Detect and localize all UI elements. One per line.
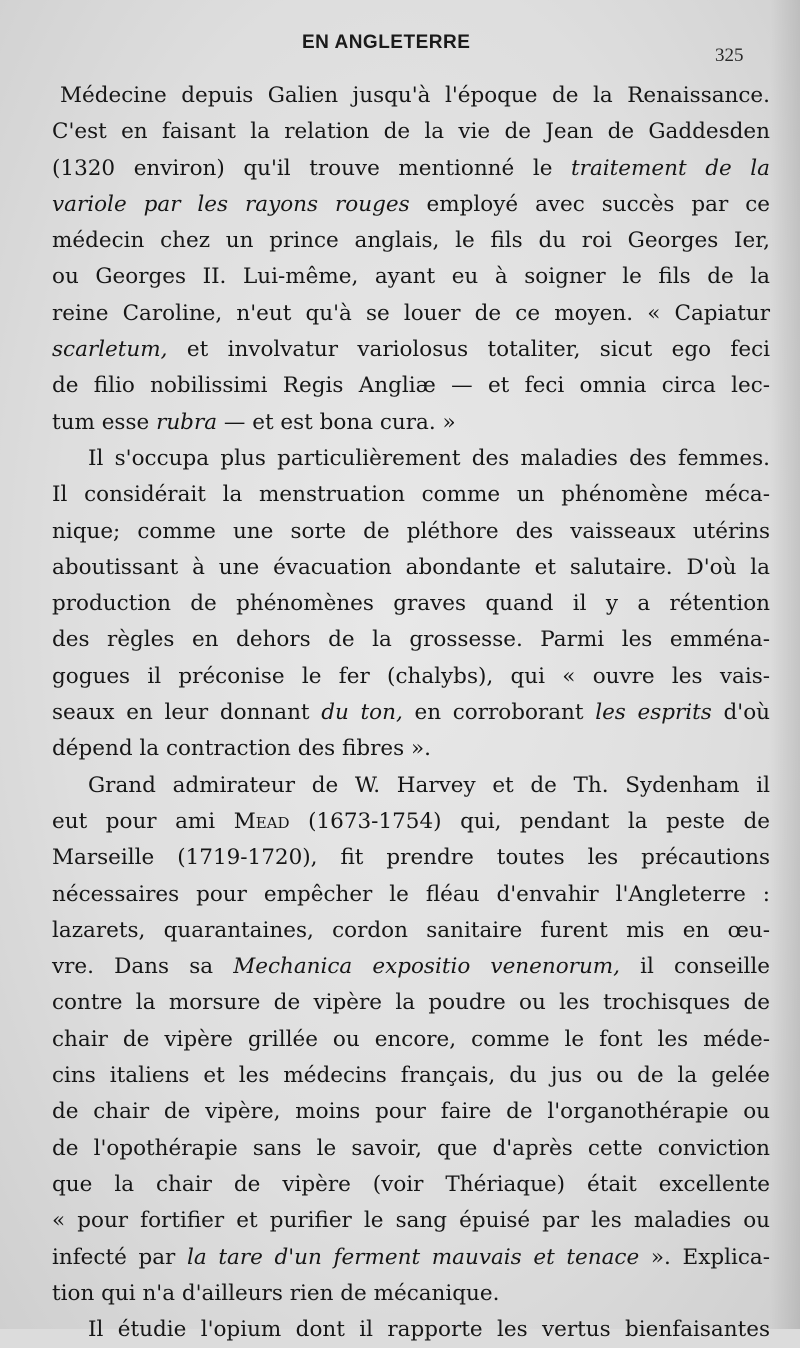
text-line xyxy=(52,1276,770,1312)
text-span: employé avec succès par ce xyxy=(409,191,770,217)
italic-span: les esprits xyxy=(595,700,712,726)
text-line xyxy=(52,78,770,114)
text-line xyxy=(52,1058,770,1094)
text-span: lazarets, quarantaines, cordon sanitaire furent mis en œu- xyxy=(52,917,770,943)
text-span: nique; comme une sorte de pléthore des vaisseaux utérins xyxy=(52,518,770,544)
italic-span: scarletum, xyxy=(52,337,168,363)
text-line xyxy=(52,840,770,876)
text-line xyxy=(52,368,770,404)
text-span: seaux en leur donnant xyxy=(52,700,322,726)
text-line xyxy=(52,1203,770,1239)
text-line xyxy=(52,586,770,622)
text-span: C'est en faisant la relation de la vie de Jean de Gaddesden xyxy=(52,119,770,145)
text-span: chair de vipère grillée ou encore, comme le font les méde- xyxy=(52,1026,770,1052)
running-head: EN ANGLETERRE xyxy=(302,32,471,53)
italic-span: Mechanica expositio venenorum, xyxy=(233,954,621,980)
text-line xyxy=(52,731,770,767)
text-line xyxy=(52,1131,770,1167)
text-span: médecin chez un prince anglais, le fils du roi Georges Ier, xyxy=(52,228,770,254)
text-span: « pour fortifier et purifier le sang épuisé par les maladies ou xyxy=(52,1208,770,1234)
text-line xyxy=(52,695,770,731)
text-span: production de phénomènes graves quand il y a rétention xyxy=(52,591,770,617)
text-line xyxy=(52,659,770,695)
text-line xyxy=(52,332,770,368)
text-span: de l'opothérapie sans le savoir, que d'après cette conviction xyxy=(52,1135,770,1161)
body-text xyxy=(52,78,770,1348)
text-span: ». Explica- xyxy=(639,1244,770,1270)
text-line xyxy=(52,477,770,513)
text-line xyxy=(52,259,770,295)
italic-span: traitement de la xyxy=(571,155,770,181)
text-span: aboutissant à une évacuation abondante et salutaire. D'où la xyxy=(52,554,770,580)
text-span: contre la morsure de vipère la poudre ou les trochisques de xyxy=(52,990,770,1016)
text-line xyxy=(52,1312,770,1348)
text-span: (1673-1754) qui, pendant la peste de xyxy=(289,808,770,834)
text-span: Il considérait la menstruation comme un phénomène méca- xyxy=(52,482,770,508)
text-line xyxy=(52,187,770,223)
text-span: des règles en dehors de la grossesse. Parmi les emména- xyxy=(52,627,770,653)
text-line xyxy=(52,441,770,477)
text-span: Médecine depuis Galien jusqu'à l'époque de la Renaissance. xyxy=(60,83,770,108)
text-line xyxy=(52,985,770,1021)
text-span: il conseille xyxy=(620,954,770,980)
text-span: que la chair de vipère (voir Thériaque) était excellente xyxy=(52,1171,770,1197)
text-span: — et est bona cura. » xyxy=(217,409,456,435)
text-span: cins italiens et les médecins français, du jus ou de la gelée xyxy=(52,1063,770,1089)
text-span: reine Caroline, n'eut qu'à se louer de ce moyen. « Capiatur xyxy=(52,300,770,326)
text-span: dépend la contraction des fibres ». xyxy=(52,736,432,762)
text-line xyxy=(52,550,770,586)
text-line xyxy=(52,114,770,150)
text-line xyxy=(52,913,770,949)
text-span: Grand admirateur de W. Harvey et de Th. Sydenham il xyxy=(88,772,770,798)
text-line xyxy=(52,1240,770,1276)
italic-span: du ton, xyxy=(321,700,403,726)
text-span: (1320 environ) qu'il trouve mentionné le xyxy=(52,155,572,181)
text-span: d'où xyxy=(711,700,770,726)
text-span: tion qui n'a d'ailleurs rien de mécanique. xyxy=(52,1280,500,1306)
text-line xyxy=(52,768,770,804)
text-span: de filio nobilissimi Regis Angliæ — et feci omnia circa lec- xyxy=(52,373,770,399)
text-line xyxy=(52,804,770,840)
italic-span: rubra xyxy=(156,409,218,435)
text-span: Il étudie l'opium dont il rapporte les vertus bienfaisantes xyxy=(88,1317,770,1343)
text-line xyxy=(52,151,770,187)
text-span: eut pour ami xyxy=(52,808,234,834)
text-line xyxy=(52,1022,770,1058)
text-span: Marseille (1719-1720), fit prendre toutes les précautions xyxy=(52,845,770,871)
text-line xyxy=(52,296,770,332)
page-edge-shadow xyxy=(770,0,800,1329)
text-span: de chair de vipère, moins pour faire de l'organothérapie ou xyxy=(52,1099,770,1125)
page-header xyxy=(0,32,800,66)
text-span: nécessaires pour empêcher le fléau d'envahir l'Angleterre : xyxy=(52,881,770,907)
text-span: tum esse xyxy=(52,409,157,435)
text-span: Il s'occupa plus particulièrement des maladies des femmes. xyxy=(88,445,770,471)
italic-span: la tare d'un ferment mauvais et tenace xyxy=(187,1244,640,1270)
page-number: 325 xyxy=(715,45,744,66)
text-line xyxy=(52,877,770,913)
text-span: vre. Dans sa xyxy=(52,954,234,980)
text-line xyxy=(52,514,770,550)
text-span: et involvatur variolosus totaliter, sicut ego feci xyxy=(167,337,770,363)
text-line xyxy=(52,405,770,441)
text-span: ou Georges II. Lui-même, ayant eu à soigner le fils de la xyxy=(52,264,770,290)
text-line xyxy=(52,949,770,985)
text-span: en corroborant xyxy=(402,700,596,726)
text-span: infecté par xyxy=(52,1244,188,1270)
text-line xyxy=(52,622,770,658)
text-line xyxy=(52,1094,770,1130)
italic-span: variole par les rayons rouges xyxy=(52,191,410,217)
text-span: gogues il préconise le fer (chalybs), qui « ouvre les vais- xyxy=(52,663,770,689)
text-line xyxy=(52,223,770,259)
text-line xyxy=(52,1167,770,1203)
small-caps-name: Mead xyxy=(233,808,290,834)
